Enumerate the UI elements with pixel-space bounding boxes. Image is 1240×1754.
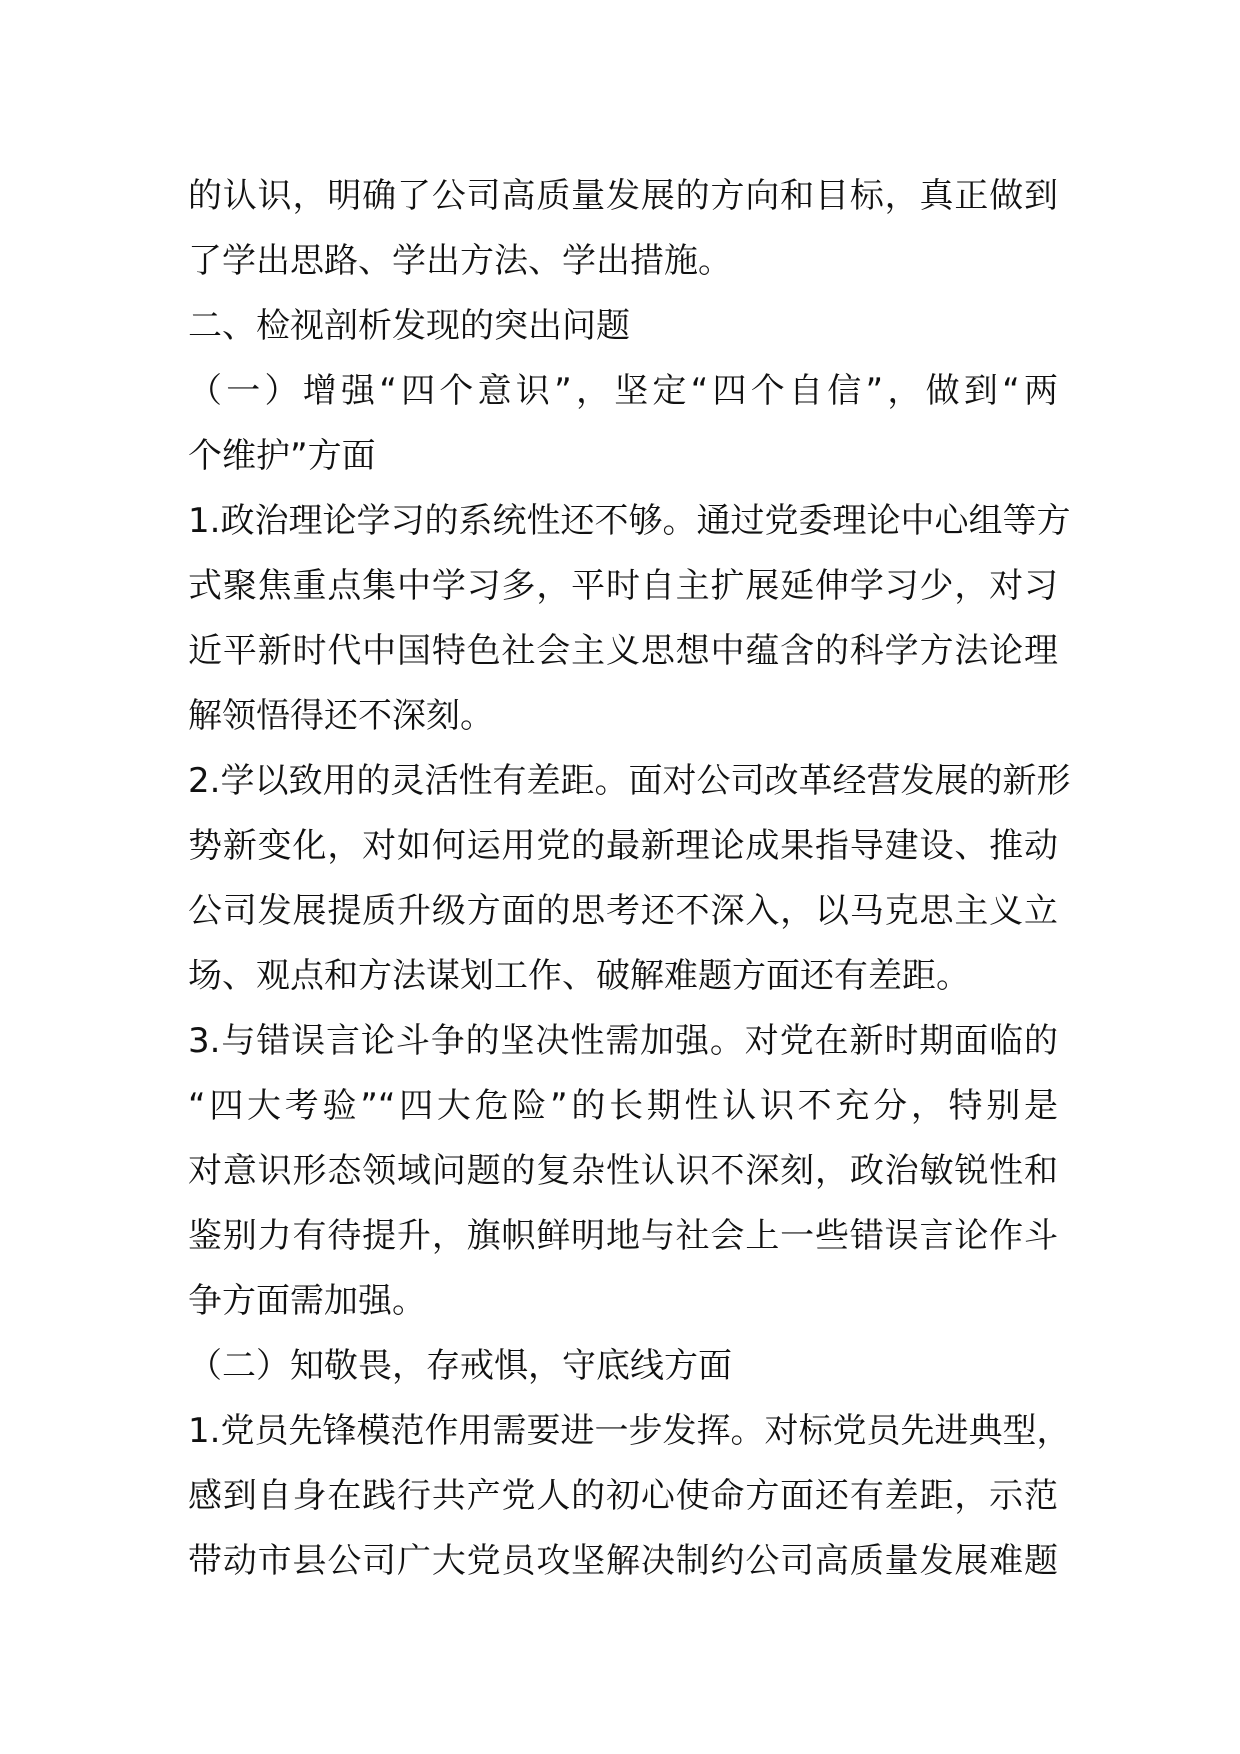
text-line: 场、观点和方法谋划工作、破解难题方面还有差距。 — [188, 956, 970, 996]
text-line: 1.党员先锋模范作用需要进一步发挥。对标党员先进典型， — [188, 1411, 1071, 1451]
text-line: “四大考验”“四大危险”的长期性认识不充分，特别是 — [188, 1086, 1058, 1126]
text-line: 2.学以致用的灵活性有差距。面对公司改革经营发展的新形 — [188, 761, 1071, 801]
text-line: 争方面需加强。 — [188, 1281, 426, 1321]
text-line: 了学出思路、学出方法、学出措施。 — [188, 241, 732, 281]
text-line: 式聚焦重点集中学习多，平时自主扩展延伸学习少，对习 — [188, 566, 1058, 606]
text-line: 3.与错误言论斗争的坚决性需加强。对党在新时期面临的 — [188, 1021, 1058, 1061]
text-line: 的认识，明确了公司高质量发展的方向和目标，真正做到 — [188, 176, 1058, 216]
section-heading: 二、检视剖析发现的突出问题 — [188, 306, 630, 346]
text-line: 感到自身在践行共产党人的初心使命方面还有差距，示范 — [188, 1476, 1058, 1516]
text-line: 带动市县公司广大党员攻坚解决制约公司高质量发展难题 — [188, 1541, 1058, 1581]
subsection-heading: （一）增强“四个意识”，坚定“四个自信”，做到“两 — [188, 371, 1058, 411]
subsection-heading: 个维护”方面 — [188, 436, 376, 476]
document-body — [188, 164, 1071, 1594]
text-line: 鉴别力有待提升，旗帜鲜明地与社会上一些错误言论作斗 — [188, 1216, 1058, 1256]
text-line: 解领悟得还不深刻。 — [188, 696, 494, 736]
text-line: 对意识形态领域问题的复杂性认识不深刻，政治敏锐性和 — [188, 1151, 1058, 1191]
text-line: 势新变化，对如何运用党的最新理论成果指导建设、推动 — [188, 826, 1058, 866]
text-line: 公司发展提质升级方面的思考还不深入，以马克思主义立 — [188, 891, 1058, 931]
subsection-heading: （二）知敬畏，存戒惧，守底线方面 — [188, 1346, 732, 1386]
text-line: 近平新时代中国特色社会主义思想中蕴含的科学方法论理 — [188, 631, 1058, 671]
text-line: 1.政治理论学习的系统性还不够。通过党委理论中心组等方 — [188, 501, 1071, 541]
